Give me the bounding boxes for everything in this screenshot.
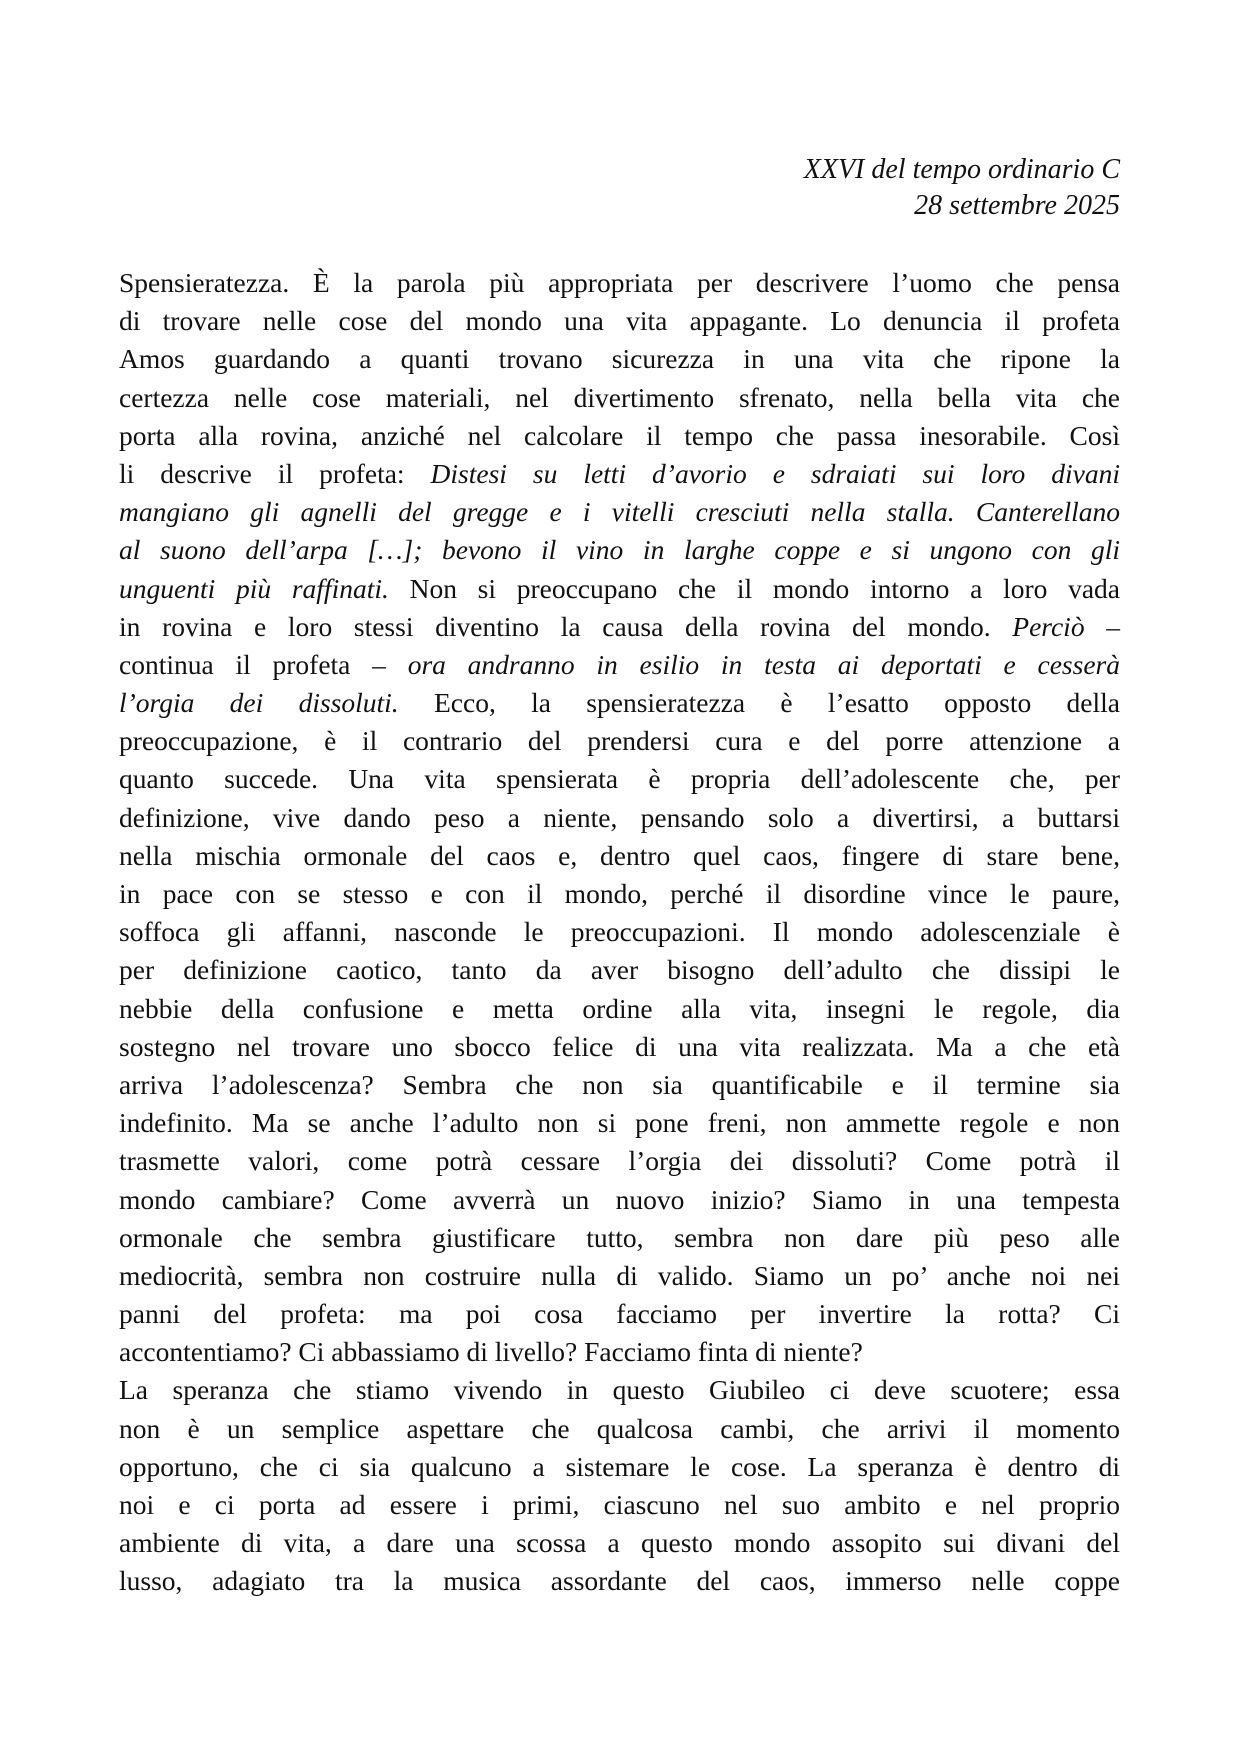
text-line [119,913,1120,951]
text-line [119,264,1120,302]
body-text: accontentiamo? Ci abbassiamo di livello? Facciamo finta di niente? [119,1336,863,1368]
body-text: Ecco, la spensieratezza è l’esatto opposto della [398,687,1120,719]
body-text: noi e ci porta ad essere i primi, ciascuno nel suo ambito e nel proprio [119,1489,1120,1520]
body-text: arriva l’adolescenza? Sembra che non sia quantificabile e il termine sia [119,1068,1120,1100]
text-line [119,1524,1120,1562]
quoted-text: ora andranno in esilio in testa ai deportati e cesserà [407,648,1120,680]
text-line [119,1066,1120,1104]
text-line [119,646,1120,684]
body-text: continua il profeta – [119,648,408,680]
quoted-text: Perciò [1012,610,1085,642]
body-text: nella mischia ormonale del caos e, dentro quel caos, fingere di stare bene, [119,839,1120,871]
text-line [119,1562,1120,1600]
body-text: in pace con se stesso e con il mondo, perché il disordine vince le paure, [119,878,1120,909]
body-text: non è un semplice aspettare che qualcosa cambi, che arrivi il momento [119,1412,1120,1444]
body-text: porta alla rovina, anziché nel calcolare il tempo che passa inesorabile. Così [119,419,1120,451]
body-text: La speranza che stiamo vivendo in questo Giubileo ci deve scuotere; essa [119,1374,1120,1406]
text-line [119,1142,1120,1180]
quoted-text: al suono dell’arpa […]; bevono il vino in larghe coppe e si ungono con gli [119,534,1120,566]
body-text: lusso, adagiato tra la musica assordante del caos, immerso nelle coppe [119,1565,1120,1597]
body-text: – [1084,610,1121,642]
text-line [119,1410,1120,1448]
body-text: Non si preoccupano che il mondo intorno a loro vada [388,572,1120,604]
text-line [119,1219,1120,1257]
body-text: indefinito. Ma se anche l’adulto non si pone freni, non ammette regole e non [119,1107,1120,1139]
body-text: certezza nelle cose materiali, nel divertimento sfrenato, nella bella vita che [119,381,1120,413]
text-line [119,951,1120,989]
body-text: sostegno nel trovare uno sbocco felice di una vita realizzata. Ma a che età [119,1030,1120,1062]
body-text: Spensieratezza. È la parola più appropriata per descrivere l’uomo che pensa [119,267,1120,298]
body-text: quanto succede. Una vita spensierata è propria dell’adolescente che, per [119,763,1120,795]
liturgical-day-heading: XXVI del tempo ordinario C [803,154,1120,185]
text-line [119,722,1120,760]
text-line [119,760,1120,798]
text-line [119,1257,1120,1295]
text-line [119,1104,1120,1142]
text-line [119,1333,1120,1371]
text-line [119,684,1120,722]
text-line [119,455,1120,493]
text-line [119,1371,1120,1409]
body-text: opportuno, che ci sia qualcuno a sistemare le cose. La speranza è dentro di [119,1450,1120,1482]
text-line [119,837,1120,875]
quoted-text: unguenti più raffinati. [119,572,389,604]
text-line [119,1486,1120,1524]
body-text: in rovina e loro stessi diventino la causa della rovina del mondo. [119,610,1013,642]
body-text: mediocrità, sembra non costruire nulla di valido. Siamo un po’ anche noi nei [119,1259,1120,1291]
body-text: definizione, vive dando peso a niente, pensando solo a divertirsi, a buttarsi [119,801,1120,833]
text-line [119,493,1120,531]
text-line [119,570,1120,608]
text-line [119,608,1120,646]
text-line [119,302,1120,340]
quoted-text: l’orgia dei dissoluti. [119,687,399,719]
text-line [119,990,1120,1028]
quoted-text: Distesi su letti d’avorio e sdraiati sui loro divani [430,457,1121,489]
text-line [119,340,1120,378]
body-text: ambiente di vita, a dare una scossa a questo mondo assopito sui divani del [119,1527,1120,1559]
text-line [119,875,1120,913]
quoted-text: mangiano gli agnelli del gregge e i vitelli cresciuti nella stalla. Canterellano [119,496,1120,528]
text-line [119,1295,1120,1333]
body-text: preoccupazione, è il contrario del prendersi cura e del porre attenzione a [119,725,1120,757]
text-line [119,379,1120,417]
body-text: li descrive il profeta: [119,457,431,489]
body-text: Amos guardando a quanti trovano sicurezza in una vita che ripone la [119,343,1120,375]
text-line [119,417,1120,455]
body-text: per definizione caotico, tanto da aver bisogno dell’adulto che dissipi le [119,954,1120,986]
body-text: trasmette valori, come potrà cessare l’orgia dei dissoluti? Come potrà il [119,1145,1120,1177]
body-text: ormonale che sembra giustificare tutto, sembra non dare più peso alle [119,1221,1120,1253]
body-text: di trovare nelle cose del mondo una vita appagante. Lo denuncia il profeta [119,305,1120,337]
date-heading: 28 settembre 2025 [914,190,1120,221]
text-line [119,1448,1120,1486]
text-line [119,1181,1120,1219]
body-text: mondo cambiare? Come avverrà un nuovo inizio? Siamo in una tempesta [119,1183,1120,1215]
text-line [119,1028,1120,1066]
body-text: nebbie della confusione e metta ordine alla vita, insegni le regole, dia [119,992,1120,1024]
document-body [119,264,1120,1601]
text-line [119,799,1120,837]
text-line [119,531,1120,569]
body-text: soffoca gli affanni, nasconde le preoccupazioni. Il mondo adolescenziale è [119,916,1120,948]
body-text: panni del profeta: ma poi cosa facciamo per invertire la rotta? Ci [119,1298,1120,1330]
